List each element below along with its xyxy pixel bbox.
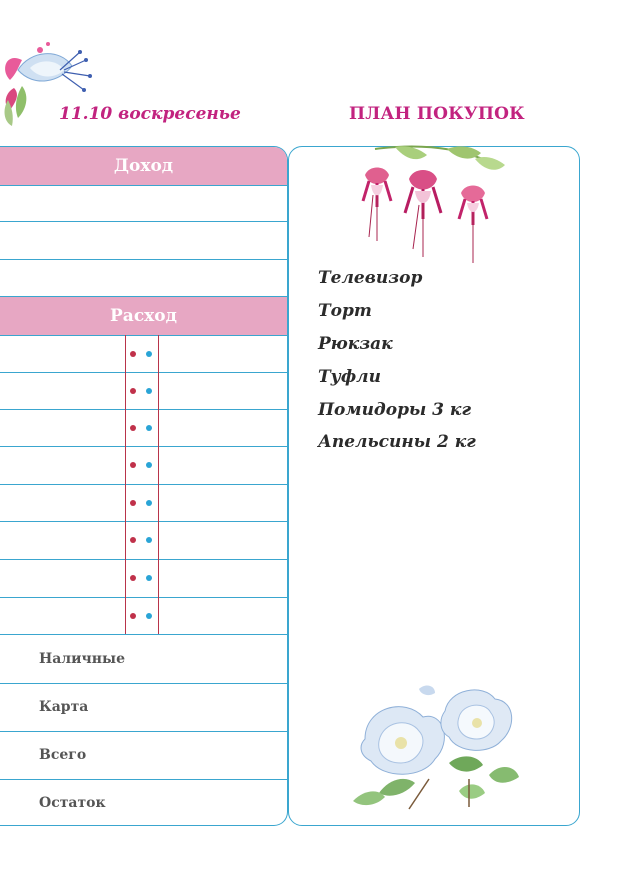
- red-dot-icon: [130, 537, 136, 543]
- expense-header: Расход: [0, 297, 287, 335]
- shopping-item: Торт: [318, 301, 372, 321]
- income-row-line: [0, 185, 287, 186]
- blue-dot-icon: [146, 500, 152, 506]
- red-dot-icon: [130, 425, 136, 431]
- blue-dot-icon: [146, 537, 152, 543]
- blue-dot-icon: [146, 351, 152, 357]
- cash-label: Наличные: [39, 651, 125, 667]
- shopping-item: Телевизор: [318, 268, 423, 288]
- shopping-item: Туфли: [318, 367, 381, 387]
- expense-row-line: [0, 409, 287, 410]
- white-peony-icon: [349, 683, 529, 815]
- expense-row-line: [0, 521, 287, 522]
- fuchsia-cluster-icon: [355, 145, 515, 267]
- blue-dot-icon: [146, 388, 152, 394]
- expense-row-line: [0, 446, 287, 447]
- red-dot-icon: [130, 462, 136, 468]
- red-dot-icon: [130, 351, 136, 357]
- income-row-line: [0, 259, 287, 260]
- expense-row-line: [0, 597, 287, 598]
- shopping-item: Помидоры 3 кг: [318, 400, 471, 420]
- expense-divider-line: [158, 335, 159, 634]
- summary-row-line: [0, 779, 287, 780]
- expense-divider-line: [125, 335, 126, 634]
- shopping-item: Рюкзак: [318, 334, 393, 354]
- blue-dot-icon: [146, 613, 152, 619]
- shopping-plan-title: ПЛАН ПОКУПОК: [349, 104, 525, 124]
- expense-row-line: [0, 372, 287, 373]
- blue-dot-icon: [146, 462, 152, 468]
- blue-dot-icon: [146, 425, 152, 431]
- shopping-item: Апельсины 2 кг: [318, 432, 476, 452]
- balance-label: Остаток: [39, 795, 106, 811]
- budget-sheet: [0, 146, 288, 826]
- summary-row-line: [0, 683, 287, 684]
- red-dot-icon: [130, 500, 136, 506]
- expense-row-line: [0, 484, 287, 485]
- summary-row-line: [0, 731, 287, 732]
- red-dot-icon: [130, 613, 136, 619]
- expense-row-line: [0, 335, 287, 336]
- income-row-line: [0, 221, 287, 222]
- expense-row-line: [0, 559, 287, 560]
- red-dot-icon: [130, 575, 136, 581]
- total-label: Всего: [39, 747, 87, 763]
- card-label: Карта: [39, 699, 89, 715]
- red-dot-icon: [130, 388, 136, 394]
- date-label: 11.10 воскресенье: [59, 104, 241, 124]
- income-header: Доход: [0, 147, 287, 185]
- expense-row-line: [0, 634, 287, 635]
- blue-dot-icon: [146, 575, 152, 581]
- shopping-plan-sheet: [288, 146, 580, 826]
